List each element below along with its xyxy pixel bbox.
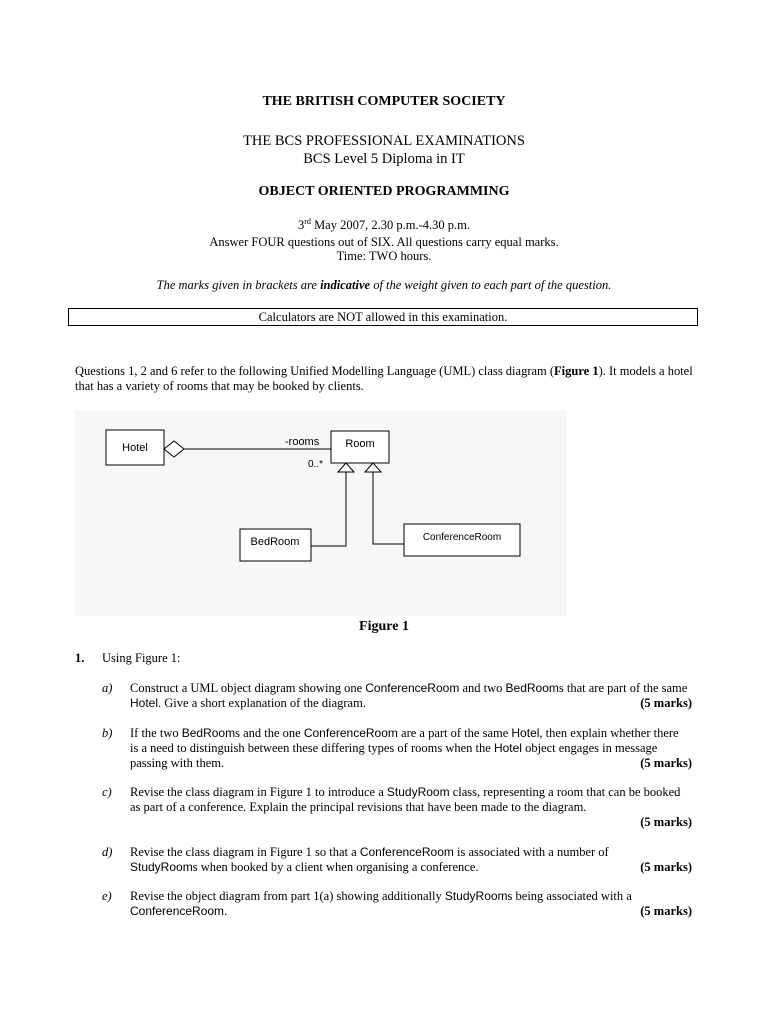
- aggregation-diamond: [164, 441, 184, 457]
- inheritance-arrow-bedroom: [338, 463, 354, 472]
- part-marks: (5 marks): [640, 696, 692, 710]
- inheritance-line-bedroom: [311, 472, 346, 546]
- conferenceroom-class-label: ConferenceRoom: [422, 532, 502, 543]
- hotel-class: [106, 430, 164, 465]
- answer-instructions: Answer FOUR questions out of SIX. All questions carry equal marks.: [209, 235, 559, 249]
- part-text: Revise the class diagram in Figure 1 to introduce a StudyRoom class, representing a room that can be booked as part of a conference. Explain the principal revisions that have been made to the diagram.: [130, 785, 681, 814]
- figure-caption: Figure 1: [359, 619, 409, 634]
- part-label: a): [102, 681, 113, 695]
- conferenceroom-class: [404, 524, 520, 556]
- calculators-notice: Calculators are NOT allowed in this examination.: [68, 308, 698, 326]
- part-marks: (5 marks): [640, 815, 692, 829]
- bedroom-class-label: BedRoom: [250, 536, 300, 548]
- marks-note: The marks given in brackets are indicative of the weight given to each part of the question.: [156, 278, 612, 292]
- exam-time: Time: TWO hours.: [336, 249, 432, 263]
- part-marks: (5 marks): [640, 860, 692, 874]
- part-marks: (5 marks): [640, 756, 692, 770]
- exams-title: THE BCS PROFESSIONAL EXAMINATIONS: [243, 133, 525, 149]
- exam-date: 3rd May 2007, 2.30 p.m.-4.30 p.m.: [298, 217, 470, 233]
- part-label: b): [102, 726, 113, 740]
- question-number: 1.: [75, 651, 85, 665]
- part-label: d): [102, 845, 113, 859]
- subject-title: OBJECT ORIENTED PROGRAMMING: [258, 184, 510, 199]
- level-title: BCS Level 5 Diploma in IT: [303, 151, 465, 167]
- multiplicity-label: 0..*: [308, 459, 324, 470]
- part-text: Revise the class diagram in Figure 1 so that a ConferenceRoom is associated with a number of StudyRooms when booked by a client when organising a conference.: [130, 845, 609, 874]
- role-label: -rooms: [285, 436, 320, 448]
- part-marks: (5 marks): [640, 904, 692, 918]
- part-label: c): [102, 785, 112, 799]
- part-text: If the two BedRooms and the one ConferenceRoom are a part of the same Hotel, then explain whether there is a need to distinguish between these differing types of rooms when the Hotel object engages in message passing with them.: [130, 726, 679, 770]
- uml-class-diagram: [75, 410, 567, 616]
- bedroom-class: [240, 529, 311, 561]
- inheritance-arrow-conferenceroom: [365, 463, 381, 472]
- part-label: e): [102, 889, 112, 903]
- question-intro: Using Figure 1:: [102, 651, 181, 665]
- question-part-e: [102, 889, 692, 919]
- room-class-label: Room: [345, 438, 375, 450]
- society-title: THE BRITISH COMPUTER SOCIETY: [262, 94, 506, 109]
- question-part-d: [102, 845, 692, 875]
- question-part-a: [102, 681, 692, 711]
- question-part-c: [102, 785, 692, 830]
- part-text: Construct a UML object diagram showing one ConferenceRoom and two BedRooms that are part of the same Hotel. Give a short explanation of the diagram.: [130, 681, 688, 710]
- hotel-class-label: Hotel: [122, 442, 148, 454]
- part-text: Revise the object diagram from part 1(a) showing additionally StudyRooms being associated with a ConferenceRoom.: [130, 889, 632, 918]
- question-part-b: [102, 726, 692, 771]
- intro-paragraph: Questions 1, 2 and 6 refer to the following Unified Modelling Language (UML) class diagram (Figure 1). It models a hotel that has a variety of rooms that may be booked by clients.: [75, 364, 693, 393]
- room-class: [331, 431, 389, 463]
- inheritance-line-conferenceroom: [373, 472, 404, 544]
